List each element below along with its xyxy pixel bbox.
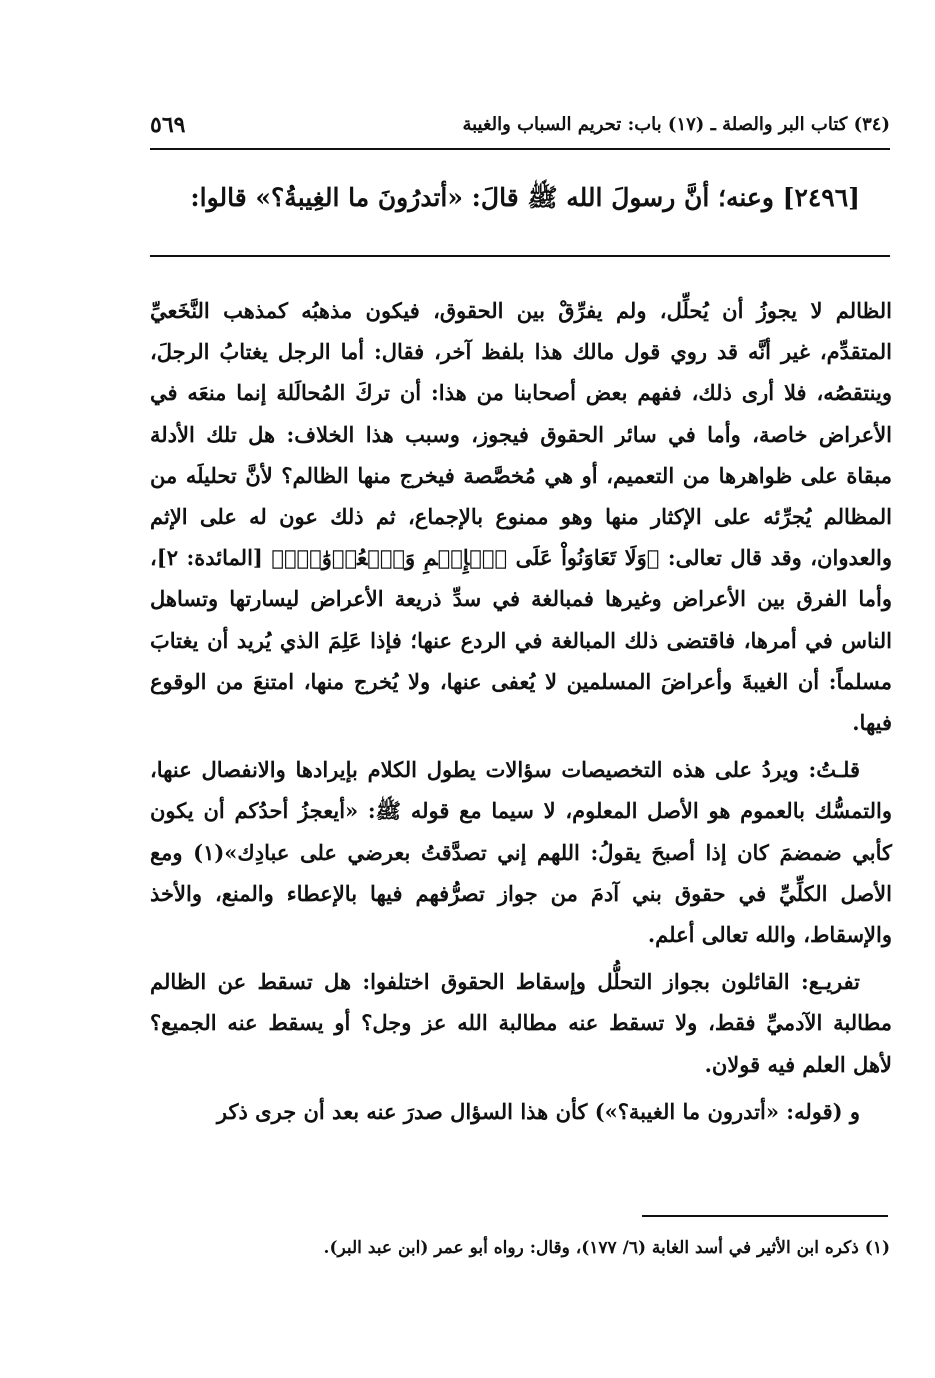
commentary-body [150,290,892,1138]
commentary-paragraph: قلـتُ: ويردُ على هذه التخصيصات سؤالات يطول الكلام بإيرادها والانفصال عنها، والتمسُّك بالعموم هو الأصل المعلوم، لا سيما مع قوله ﷺ: «أيعجزُ أحدُكم أن يكون كأبي ضمضمَ كان إذا أصبحَ يقولُ: اللهم إني تصدَّقتُ بعرضي على عبادِك»(١) ومع الأصل الكلِّيِّ في حقوق بني آدمَ من جواز تصرُّفهم فيها بالإعطاء والمنع، والأخذ والإسقاط، والله تعالى أعلم. [150,757,892,948]
header-divider [150,148,890,150]
footnote: (١) ذكره ابن الأثير في أسد الغابة (٦/ ١٧٧)، وقال: رواه أبو عمر (ابن عبد البر). [323,1238,890,1258]
footnote-divider [642,1215,888,1217]
running-header [150,112,890,146]
commentary-paragraph: تفريـع: القائلون بجواز التحلُّل وإسقاط الحقوق اختلفوا: هل تسقط عن الظالم مطالبة الآدميِّ فقط، ولا تسقط عنه مطالبة الله عز وجل؟ أو يسقط عنه الجميع؟ لأهل العلم فيه قولان. [150,969,892,1077]
hadith-text: [٢٤٩٦] وعنه؛ أنَّ رسولَ الله ﷺ قالَ: «أتدرُونَ ما الغِيبةُ؟» قالوا: [190,183,860,212]
commentary-paragraph: و (قوله: «أتدرون ما الغيبة؟») كأن هذا السؤال صدرَ عنه بعد أن جرى ذكر [216,1098,860,1124]
page-number: ٥٦٩ [150,112,186,138]
commentary-paragraph: الظالم لا يجوزُ أن يُحلِّل، ولم يفرِّقْ بين الحقوق، فيكون مذهبُه كمذهب النَّخَعيِّ المتقدِّم، غير أنَّه قد روي قول مالك هذا بلفظ آخر، فقال: أما الرجل يغتابُ الرجلَ، وينتقصُه، فلا أرى ذلك، ففهم بعض أصحابنا من هذا: أن تركَ المُحالَلة إنما منعَه في الأعراض خاصة، وأما في سائر الحقوق فيجوز، وسبب هذا الخلاف: هل تلك الأدلة مبقاة على ظواهرها من التعميم، أو هي مُخصَّصة فيخرج منها الظالم؟ لأنَّ تحليلَه من المظالم يُجرِّئه على الإكثار منها وهو ممنوع بالإجماع، ثم ذلك عون له على الإثم والعدوان، وقد قال تعالى: ﴿وَلَا تَعَاوَنُواْ عَلَى ٱلۡإِثۡمِ وَٱلۡعُدۡوَٰنِۚ﴾ [المائدة: ٢]، وأما الفرق بين الأعراض وغيرها فمبالغة في سدِّ ذريعة الأعراض ليسارتها وتساهل الناس في أمرها، فاقتضى ذلك المبالغة في الردع عنها؛ فإذا عَلِمَ الذي يُريد أن يغتابَ مسلماً: أن الغيبةَ وأعراضَ المسلمين لا يُعفى عنها، ولا يُخرج منها، امتنعَ من الوقوع فيها. [150,298,892,736]
chapter-title: (٣٤) كتاب البر والصلة ـ (١٧) باب: تحريم السباب والغيبة [462,114,890,135]
hadith-divider [150,255,890,257]
